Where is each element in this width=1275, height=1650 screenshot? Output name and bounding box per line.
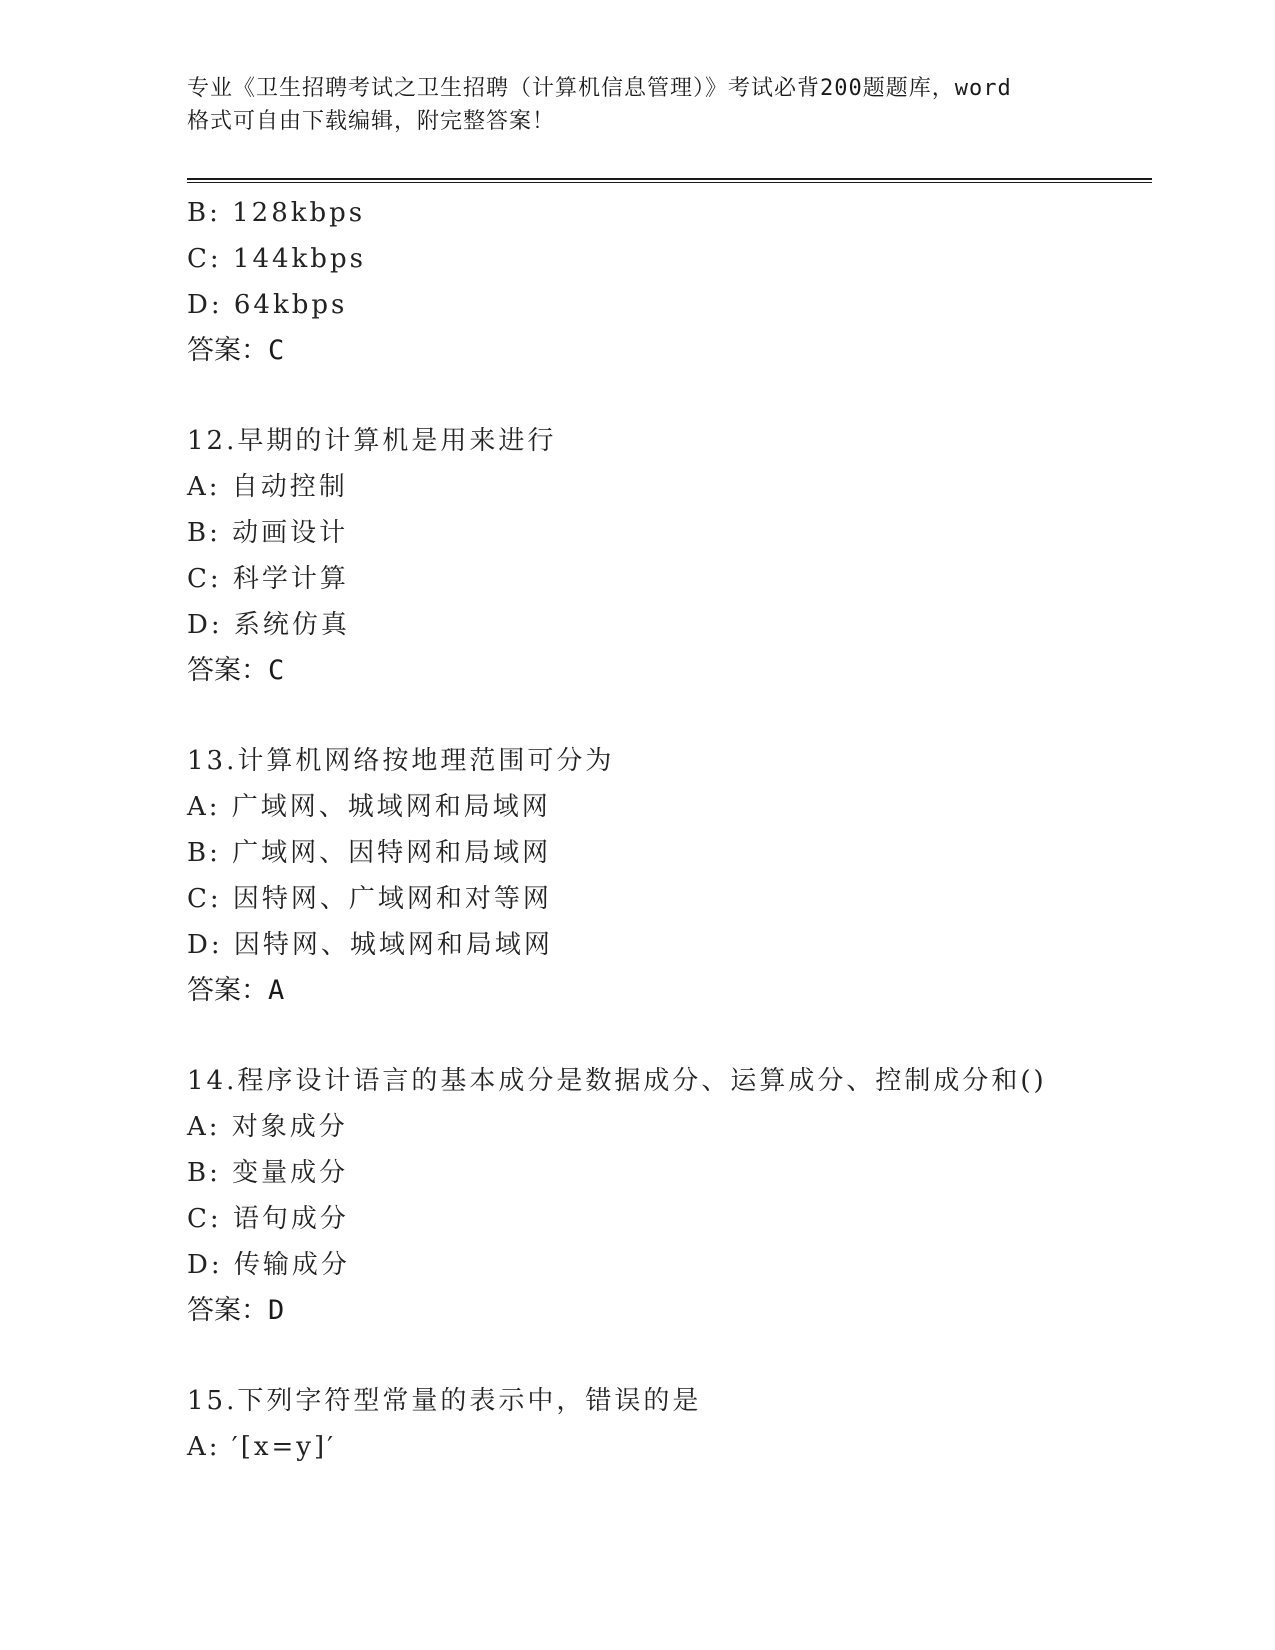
answer-line: 答案：A — [187, 975, 285, 1006]
option-b: B: 128kbps — [187, 198, 366, 228]
option-b: B: 变量成分 — [187, 1158, 349, 1188]
document-header — [187, 72, 1087, 138]
answer-line: 答案：C — [187, 335, 285, 366]
header-line-2: 格式可自由下载编辑，附完整答案！ — [187, 109, 556, 134]
option-a: A: 广域网、城域网和局域网 — [187, 792, 551, 822]
spacer — [187, 1014, 1152, 1058]
option-a: A: ′[x=y]′ — [187, 1432, 337, 1462]
question-11-tail — [187, 190, 1152, 374]
question-text: 12.早期的计算机是用来进行 — [187, 426, 557, 456]
option-c: C: 144kbps — [187, 244, 366, 274]
option-b: B: 广域网、因特网和局域网 — [187, 838, 552, 868]
question-text: 15.下列字符型常量的表示中，错误的是 — [187, 1386, 702, 1416]
header-divider — [187, 178, 1152, 183]
option-a: A: 自动控制 — [187, 472, 348, 502]
option-c: C: 科学计算 — [187, 564, 349, 594]
spacer — [187, 1334, 1152, 1378]
question-12 — [187, 418, 1152, 694]
question-list — [187, 190, 1152, 1470]
option-a: A: 对象成分 — [187, 1112, 348, 1142]
option-b: B: 动画设计 — [187, 518, 349, 548]
header-line-1: 专业《卫生招聘考试之卫生招聘（计算机信息管理）》考试必背200题题库，word — [187, 76, 1012, 101]
question-13 — [187, 738, 1152, 1014]
question-14 — [187, 1058, 1152, 1334]
spacer — [187, 374, 1152, 418]
question-text: 13.计算机网络按地理范围可分为 — [187, 746, 615, 776]
option-d: D: 系统仿真 — [187, 610, 350, 640]
option-d: D: 因特网、城域网和局域网 — [187, 930, 553, 960]
option-d: D: 64kbps — [187, 290, 348, 320]
answer-line: 答案：D — [187, 1295, 285, 1326]
option-c: C: 因特网、广域网和对等网 — [187, 884, 552, 914]
document-page — [187, 0, 1152, 1650]
option-c: C: 语句成分 — [187, 1204, 349, 1234]
spacer — [187, 694, 1152, 738]
option-d: D: 传输成分 — [187, 1250, 350, 1280]
question-15 — [187, 1378, 1152, 1470]
answer-line: 答案：C — [187, 655, 285, 686]
question-text: 14.程序设计语言的基本成分是数据成分、运算成分、控制成分和() — [187, 1066, 1047, 1096]
